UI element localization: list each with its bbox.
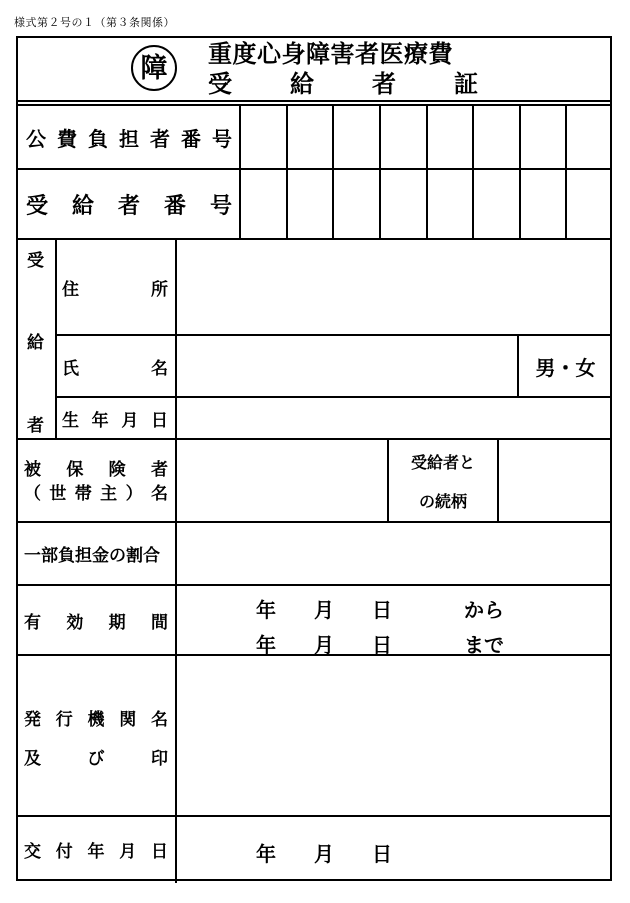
label-char: 主 xyxy=(100,483,118,504)
label-char: 者 xyxy=(150,459,168,480)
sex-choice: 男・女 xyxy=(535,355,596,380)
label-char: 費 xyxy=(57,126,77,151)
label-recipient-vertical: 給 xyxy=(27,333,44,353)
label-char: 負 xyxy=(88,126,108,151)
seal-emblem: 障 xyxy=(131,45,177,91)
subtitle-char: 証 xyxy=(454,70,478,98)
label-char: 効 xyxy=(66,612,84,633)
issue-date-day: 日 xyxy=(372,842,392,866)
label-char: 及 xyxy=(24,748,41,769)
rule xyxy=(18,438,610,440)
label-char: ） xyxy=(125,483,143,504)
label-recipient-number xyxy=(26,170,232,238)
label-char: 機 xyxy=(87,709,105,730)
label-name xyxy=(62,336,168,396)
label-char: 月 xyxy=(121,410,139,431)
label-char: 給 xyxy=(71,193,94,219)
label-issuer xyxy=(24,705,168,729)
label-char: 間 xyxy=(150,612,168,633)
label-char: 氏 xyxy=(62,358,79,379)
validity-from-year: 年 xyxy=(256,598,276,622)
validity-from-month: 月 xyxy=(314,598,334,622)
rule xyxy=(332,106,334,240)
validity-to-month: 月 xyxy=(314,633,334,657)
label-char: 年 xyxy=(87,841,105,862)
label-char: 日 xyxy=(150,410,168,431)
rule xyxy=(497,438,499,523)
label-burden-number xyxy=(26,106,232,168)
validity-to-suffix: まで xyxy=(464,633,504,657)
label-char: 被 xyxy=(24,459,41,480)
label-char: 行 xyxy=(55,709,73,730)
validity-from-suffix: から xyxy=(464,598,504,622)
page-title: 重度心身障害者医療費 xyxy=(208,40,453,68)
page-subtitle xyxy=(208,72,478,96)
label-char: 付 xyxy=(55,841,73,862)
label-char: （ xyxy=(24,483,41,504)
label-char: 者 xyxy=(150,126,170,151)
label-copay-ratio: 一部負担金の割合 xyxy=(24,546,160,566)
rule xyxy=(379,106,381,240)
issue-date-month: 月 xyxy=(314,842,334,866)
label-char: 住 xyxy=(62,279,79,300)
label-birth-date xyxy=(62,398,168,438)
label-recipient-vertical: 者 xyxy=(27,416,44,436)
rule xyxy=(519,106,521,240)
label-char: 名 xyxy=(150,483,168,504)
label-householder xyxy=(24,480,168,502)
label-char: 帯 xyxy=(74,483,92,504)
validity-to-day: 日 xyxy=(372,633,392,657)
label-char: 期 xyxy=(108,612,126,633)
label-char: 交 xyxy=(24,841,41,862)
subtitle-char: 給 xyxy=(290,70,314,98)
label-char: 保 xyxy=(66,459,84,480)
label-char: 公 xyxy=(26,126,46,151)
rule xyxy=(55,238,57,440)
rule xyxy=(426,106,428,240)
label-char: 号 xyxy=(209,193,232,219)
label-char: 所 xyxy=(151,279,168,300)
validity-to-year: 年 xyxy=(256,633,276,657)
certificate-form xyxy=(16,36,612,881)
validity-from-day: 日 xyxy=(372,598,392,622)
rule xyxy=(286,106,288,240)
label-char: 番 xyxy=(181,126,201,151)
label-char: 号 xyxy=(212,126,232,151)
rule xyxy=(472,106,474,240)
label-issuer-seal xyxy=(24,744,168,768)
label-char: 関 xyxy=(119,709,137,730)
rule xyxy=(239,106,241,240)
label-relation: 受給者と xyxy=(410,452,475,472)
label-char: び xyxy=(87,748,105,769)
label-relation-2: の続柄 xyxy=(418,491,467,511)
label-char: 番 xyxy=(163,193,186,219)
label-char: 有 xyxy=(24,612,41,633)
label-char: 担 xyxy=(119,126,139,151)
label-char: 険 xyxy=(108,459,126,480)
label-char: 発 xyxy=(24,709,41,730)
label-char: 生 xyxy=(62,410,79,431)
rule xyxy=(565,106,567,240)
label-char: 名 xyxy=(151,709,168,730)
label-insured xyxy=(24,456,168,478)
subtitle-char: 者 xyxy=(372,70,396,98)
label-char: 日 xyxy=(151,841,168,862)
label-char: 受 xyxy=(26,193,49,219)
label-issue-date xyxy=(24,817,168,881)
label-validity xyxy=(24,586,168,654)
label-char: 世 xyxy=(49,483,67,504)
label-recipient-vertical: 受 xyxy=(27,251,44,271)
label-char: 年 xyxy=(91,410,109,431)
subtitle-char: 受 xyxy=(208,70,232,98)
label-address xyxy=(62,240,168,334)
issue-date-year: 年 xyxy=(256,842,276,866)
rule xyxy=(175,238,177,883)
label-char: 印 xyxy=(151,748,168,769)
label-char: 月 xyxy=(119,841,137,862)
label-char: 者 xyxy=(117,193,140,219)
label-char: 名 xyxy=(151,358,168,379)
form-number: 様式第２号の１（第３条関係） xyxy=(14,16,175,29)
